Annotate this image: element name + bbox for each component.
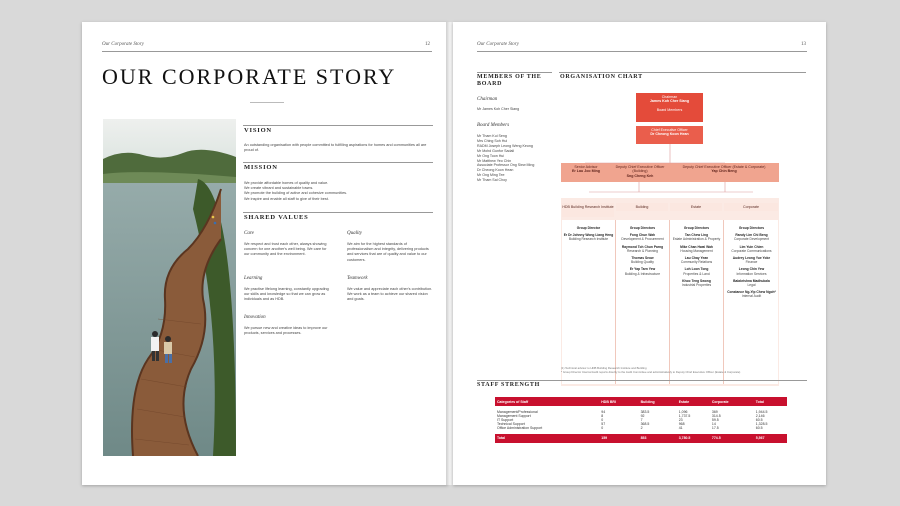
page-number: 12 [425,42,430,47]
members-list [477,134,557,183]
column-header: Categories of Staff [495,397,599,406]
cell: 1,096 [678,410,688,414]
mission-line: We provide affordable homes of quality and value. [244,181,329,185]
cell: 159 [599,434,638,442]
cell: IT Support [497,418,514,423]
director-name: Balakrishna Madhukala [733,278,770,283]
dceo-building-name: Sng Cheng Keh [626,173,654,178]
group-label: Group Directors [629,226,656,230]
cell: 92 [640,414,645,419]
director-unit: Properties & Land [683,271,710,276]
org-column-corporate [725,226,778,302]
group-label: Group Directors [738,226,765,230]
table-total-row [495,434,787,442]
values-rule [243,212,433,213]
org-footnotes [561,367,781,374]
director-unit: Estate Administration & Property [672,237,721,242]
board-rule [477,72,552,73]
org-column-building [617,226,668,279]
staff-rule [477,380,807,381]
vision-heading: VISION [244,127,272,134]
value-text: We value and appreciate each other's contribution. We work as a team to achieve our shared vision and goals. [347,287,433,302]
value-title: Quality [347,231,362,236]
running-header: Our Corporate Story [477,42,519,47]
members-label: Board Members [477,123,510,128]
director-name: Leong Chin Yew [738,267,765,272]
cell: 369 [711,410,718,414]
director-unit: Building Quality [631,260,654,265]
value-title: Teamwork [347,276,368,281]
director-name: Er Yap Tarn Yew [629,267,656,272]
mission-line: We promote the building of active and cohesive communities. [244,191,348,196]
column-header: Total [754,397,787,406]
dceo-estate-role: Deputy Chief Executive Officer (Estate & Corporate) [682,165,766,169]
cell: 14 [711,422,716,427]
director-unit: Corporate Development [733,237,769,242]
chairman-name: James Koh Cher Siang [649,99,690,104]
dceo-building-role: Deputy Chief Executive Officer (Building) [615,165,665,174]
column-header: HDB BRI [599,397,638,406]
director-unit: Building Research Institute [568,237,609,242]
director-name: Er Dr Johnny Wong Liang Heng [563,233,614,238]
cell: 774.5 [710,434,754,442]
header-rule [102,51,432,52]
column-header: Corporate [724,203,778,211]
director-name: Lim Yuin Chien [739,244,764,249]
mission-heading: MISSION [244,164,278,171]
cell: 17.5 [711,426,719,431]
director-unit: Development & Procurement [621,237,664,242]
mission-rule [243,162,433,163]
director-unit: Legal [747,283,756,288]
org-chart-heading: ORGANISATION CHART [560,74,643,80]
column-divider [615,220,616,384]
title-divider [250,102,284,103]
board-member: Mr Mohd Gunfor Sadali [477,148,515,153]
page-number: 13 [801,42,806,47]
director-name: Randy Lim Chi Beng [735,233,768,238]
value-title: Learning [244,276,263,281]
value-title: Care [244,231,254,236]
footnote: * Group Director Internal Audit reports directly to the Audit Committee and administratively to Deputy Chief Executive Officer (Estate & Corporate) [561,369,741,374]
cell: 968 [678,422,685,427]
cell: Total [495,434,599,442]
vision-text: An outstanding organisation with people committed to fulfilling aspirations for homes and communities all are proud of. [244,143,427,153]
advisor-role: Senior Advisor [574,165,598,169]
director-unit: Information Services [736,271,767,276]
cell: 853 [639,434,677,442]
director-name: Mike Chan Hwai Wah [680,244,713,249]
cell: 383.5 [640,410,650,414]
cell: 8 [601,414,604,419]
value-text: We respect and trust each other, always showing concern for one another's well being. We care for our community and the environment. [244,242,327,257]
cell: 1,737.5 [678,414,691,419]
org-column-estate [671,226,722,290]
board-member: Mr Ong Ming Tee [477,173,505,178]
board-member: RADM Joseph Leong Weng Keong [477,143,533,148]
cell: 1,328.5 [755,422,768,427]
staff-table [495,397,787,443]
director-name: Fong Chun Wah [629,233,656,238]
value-text: We pursue new and creative ideas to improve our products, services and processes. [244,326,328,336]
shared-values-heading: SHARED VALUES [244,214,309,221]
group-label: Group Director [576,226,601,230]
chairman-box [636,93,703,122]
cell: 0 [601,426,604,431]
header-rule [477,51,807,52]
director-unit: Internal Audit [741,294,762,299]
director-unit: Housing Management [680,248,713,253]
mission-line: We inspire and enable all staff to give of their best. [244,196,329,201]
director-name: Raymond Toh Chun Parng [621,244,664,249]
cell: 23 [678,418,683,423]
cell: 1,944.5 [755,410,768,414]
ceo-role: Chief Executive Officer [651,128,688,132]
column-header: Building [616,203,668,211]
director-name: Khoo Teng Swong [682,278,711,283]
cell: Technical Support [497,422,525,427]
cell: 57 [601,422,606,427]
director-name: Lau Chay Yean [684,256,709,261]
cell: 41 [678,426,683,431]
cell: Management/Professional [497,410,538,414]
cell: 2 [640,426,643,431]
director-name: Constance Ng-Yip Chew Ngoh* [727,290,776,295]
column-divider [669,220,670,384]
org-rule [559,72,806,73]
column-divider [723,220,724,384]
director-name: Thomas Seow [631,256,654,261]
running-header: Our Corporate Story [102,42,144,47]
cell: 5,567 [754,434,787,442]
director-unit: Research & Planning [627,248,658,253]
director-name: Tan Chew Ling [684,233,709,238]
advisor-name: Er Lau Joo Ming [572,169,600,174]
cell: 3,780.5 [677,434,710,442]
footnote: (1) Technical advisor to HDB Building Research Institute and Building [561,366,647,370]
cell: 2,146 [755,414,765,419]
cell: 7 [640,418,643,423]
right-page [453,22,826,485]
value-title: Innovation [244,315,266,320]
board-member: Mr Ong Toon Hui [477,153,505,158]
table-header-row [495,397,787,406]
board-member: Dr Cheong Koon Hean [477,168,514,173]
board-heading: MEMBERS OF THE BOARD [477,74,542,87]
director-unit: Finance [745,260,758,265]
boardwalk-photo [103,119,236,456]
mission-list [244,181,432,202]
cell: 60.5 [755,426,763,431]
value-text: We aim for the highest standards of professionalism and integrity, delivering products and services that are of quality and value to our customers. [347,242,429,262]
director-name: Loh Loon Tong [684,267,709,272]
page-title: OUR CORPORATE STORY [102,64,397,89]
board-member: Mr Tham Kui Seng [477,134,507,138]
board-members-label: Board Members [656,107,683,112]
cell: Office Administration Support [497,426,543,431]
group-label: Group Directors [683,226,710,230]
dceo-estate-name: Yap Chin Beng [711,169,737,174]
board-member: Mr Tham Sai Choy [477,178,507,183]
chairman-name: Mr James Koh Cher Siang [477,107,520,111]
ceo-name: Dr Cheong Koon Hean [650,132,689,137]
column-header: Estate [677,397,710,406]
board-member: Mrs Ching Soh Hui [477,138,508,143]
cell: 314.5 [711,414,721,419]
cell: Management Support [497,414,531,419]
board-member: Mr Matthew Yeo Chin [477,158,512,163]
column-header: Building [639,397,677,406]
left-page [82,22,448,485]
director-unit: Building & Infrastructure [624,271,661,276]
cell: 60.5 [755,418,763,423]
chairman-label: Chairman [477,97,498,102]
column-header: Corporate [710,397,754,406]
column-header: Estate [670,203,722,211]
director-name: Audrey Leong Yue Yoke [732,256,771,261]
cell: 94 [601,410,606,414]
value-text: We practise lifelong learning, constantly upgrading our skills and knowledge so that we can grow as individuals and as HDB. [244,287,329,302]
cell: 368.5 [640,422,650,427]
cell: 59.5 [711,418,719,423]
org-connectors [559,142,781,202]
column-header: HDB Building Research Institute [562,203,614,217]
org-column-bri [563,226,614,245]
cell: 0 [601,418,604,423]
staff-strength-heading: STAFF STRENGTH [477,382,540,388]
director-unit: Corporate Communications [731,248,772,253]
chairman-role: Chairman [661,95,678,99]
director-unit: Community Relations [680,260,713,265]
board-member: Associate Professor Ong Siew Ming [477,163,535,168]
vision-rule [243,125,433,126]
director-unit: Industrial Properties [681,283,712,288]
mission-line: We create vibrant and sustainable towns. [244,186,314,191]
